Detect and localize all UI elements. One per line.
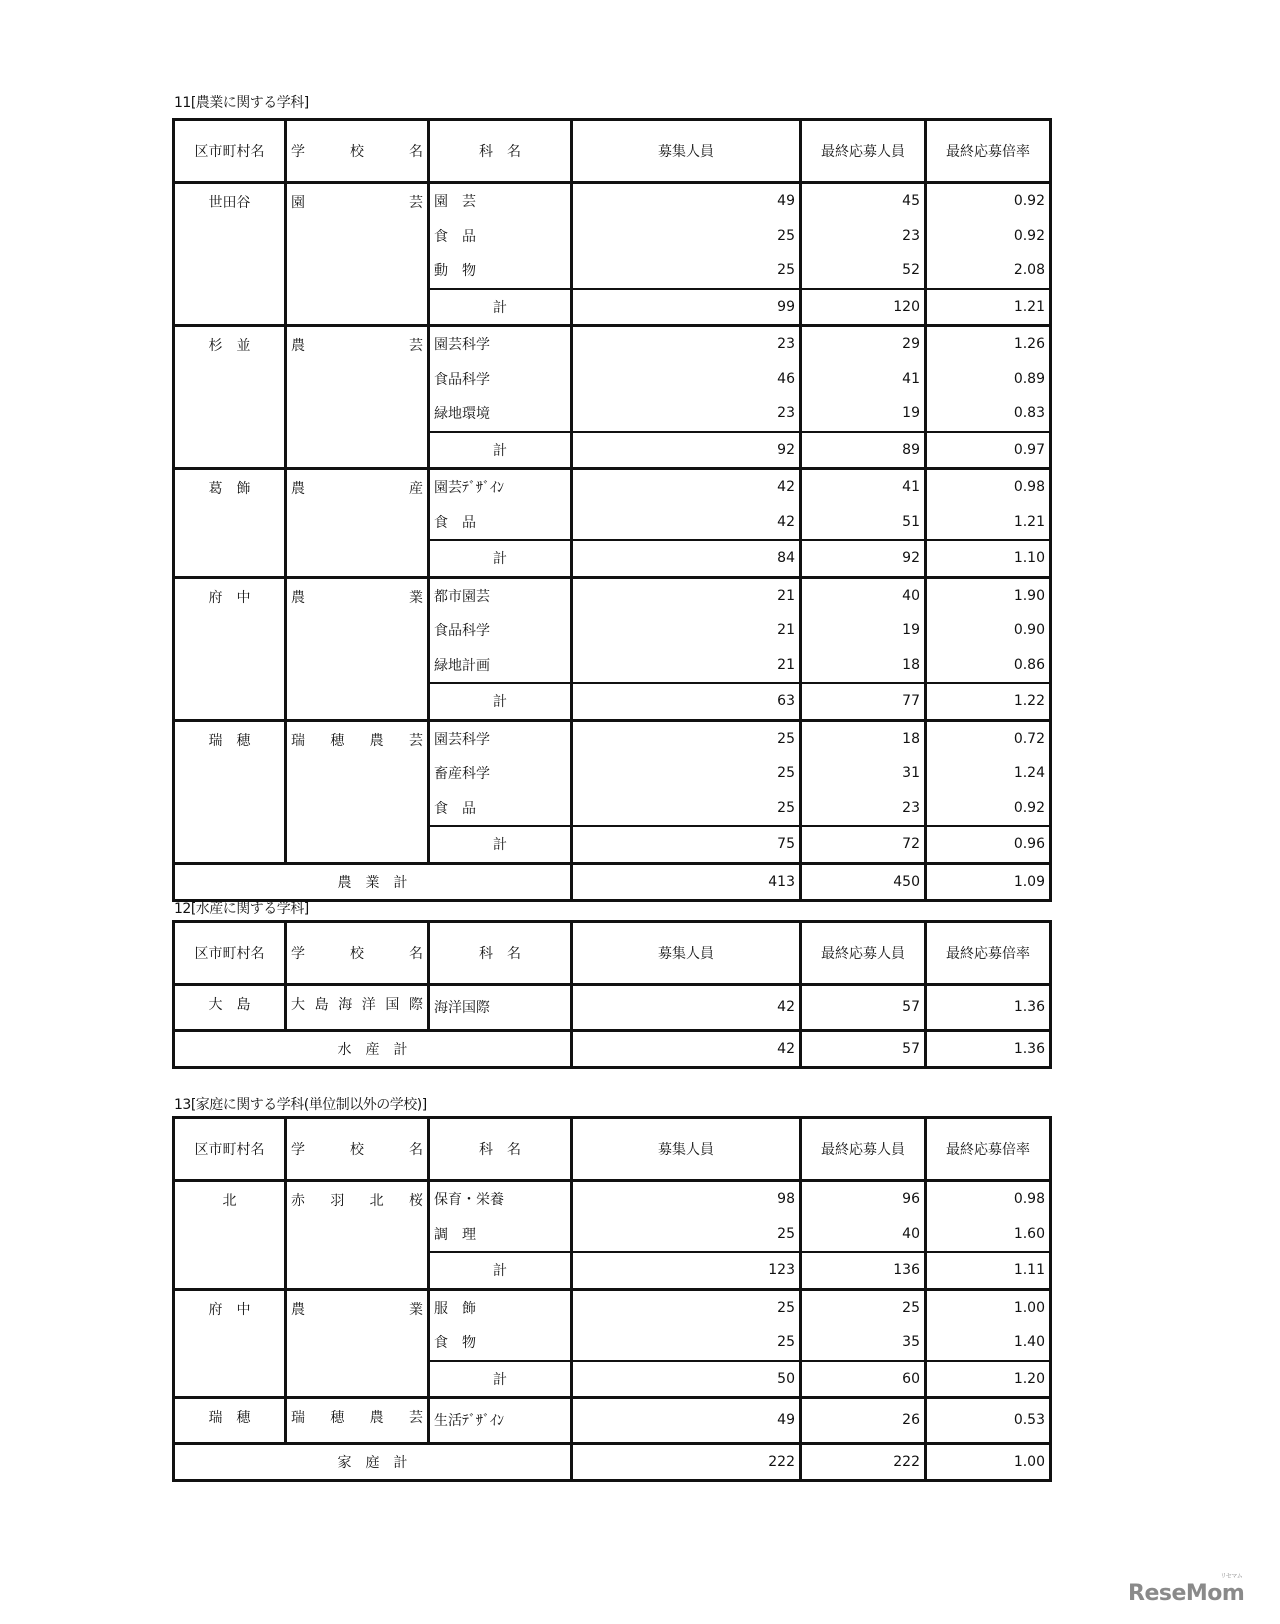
school-name-cell: [286, 120, 429, 183]
quota-cell: 49: [572, 183, 801, 219]
total-ratio: 1.00: [926, 1443, 1051, 1481]
subtotal-quota: 50: [572, 1361, 801, 1398]
enrollment-table: [172, 1116, 1052, 1482]
ratio-cell: 1.36: [926, 985, 1051, 1031]
ratio-cell: 0.90: [926, 613, 1051, 648]
school-name: [291, 1139, 423, 1159]
school-name: [291, 943, 423, 963]
applicants-cell: 57: [801, 985, 926, 1031]
ratio-cell: 2.08: [926, 253, 1051, 289]
school-name-cell: [286, 326, 429, 469]
school-name-cell: [286, 922, 429, 985]
school-name: [291, 478, 423, 498]
school-name: [291, 730, 423, 750]
department-cell: 食 物: [429, 1325, 572, 1361]
school-name-cell: [286, 1398, 429, 1444]
subtotal-applicants: 136: [801, 1252, 926, 1289]
subtotal-label: 計: [429, 289, 572, 326]
quota-cell: 98: [572, 1181, 801, 1217]
school-name-char: 北: [369, 1193, 384, 1209]
applicants-cell: 18: [801, 648, 926, 684]
quota-cell: 21: [572, 577, 801, 613]
school-name-char: 名: [409, 144, 423, 160]
applicants-cell: 40: [801, 1217, 926, 1253]
applicants-cell: 41: [801, 469, 926, 505]
section-title: 13[家庭に関する学科(単位制以外の学校)]: [174, 1097, 427, 1113]
applicants-cell: 23: [801, 219, 926, 254]
school-name-char: 農: [369, 1410, 384, 1426]
department-cell: 都市園芸: [429, 577, 572, 613]
total-applicants: 57: [801, 1030, 926, 1068]
school-name-char: 芸: [408, 732, 423, 749]
quota-cell: 49: [572, 1398, 801, 1444]
ratio-cell: 0.98: [926, 469, 1051, 505]
school-name-char: 羽: [330, 1193, 345, 1209]
header-applicants: 最終応募人員: [801, 922, 926, 985]
school-name: [291, 587, 423, 607]
municipality-cell: 大 島: [174, 985, 286, 1031]
applicants-cell: 31: [801, 756, 926, 791]
quota-cell: 23: [572, 396, 801, 432]
school-name-char: 洋: [361, 997, 376, 1013]
ratio-cell: 0.92: [926, 183, 1051, 219]
quota-cell: 25: [572, 720, 801, 756]
header-applicants: 最終応募人員: [801, 120, 926, 183]
school-name-char: 農: [291, 589, 305, 606]
subtotal-ratio: 0.96: [926, 826, 1051, 863]
ratio-cell: 1.24: [926, 756, 1051, 791]
school-name-char: 国: [385, 997, 400, 1013]
school-name-cell: [286, 183, 429, 326]
quota-cell: 42: [572, 505, 801, 541]
header-department: 科 名: [429, 922, 572, 985]
enrollment-table: [172, 920, 1052, 1069]
header-row: [174, 922, 1051, 985]
department-cell: 保育・栄養: [429, 1181, 572, 1217]
header-quota: 募集人員: [572, 1118, 801, 1181]
ratio-cell: 0.86: [926, 648, 1051, 684]
ratio-cell: 1.40: [926, 1325, 1051, 1361]
header-quota: 募集人員: [572, 120, 801, 183]
header-municipality: 区市町村名: [174, 1118, 286, 1181]
department-cell: 園 芸: [429, 183, 572, 219]
department-cell: 畜産科学: [429, 756, 572, 791]
header-applicants: 最終応募人員: [801, 1118, 926, 1181]
school-name-char: 名: [409, 1142, 423, 1158]
department-cell: 調 理: [429, 1217, 572, 1253]
ratio-cell: 1.26: [926, 326, 1051, 362]
school-name-char: 農: [291, 338, 305, 354]
subtotal-label: 計: [429, 1252, 572, 1289]
school-name-char: 農: [291, 1301, 305, 1318]
applicants-cell: 29: [801, 326, 926, 362]
applicants-cell: 51: [801, 505, 926, 541]
quota-cell: 25: [572, 1325, 801, 1361]
school-name-char: 園: [291, 195, 305, 211]
ratio-cell: 1.00: [926, 1289, 1051, 1325]
school-name-char: 際: [408, 997, 423, 1013]
school-name-char: 業: [409, 589, 423, 606]
subtotal-label: 計: [429, 540, 572, 577]
school-name-char: 瑞: [291, 732, 305, 749]
ratio-cell: 0.98: [926, 1181, 1051, 1217]
table-row: [174, 1181, 1051, 1217]
department-cell: 食 品: [429, 219, 572, 254]
total-label: 水 産 計: [174, 1030, 572, 1068]
header-ratio: 最終応募倍率: [926, 922, 1051, 985]
ratio-cell: 1.60: [926, 1217, 1051, 1253]
ratio-cell: 0.89: [926, 362, 1051, 397]
total-label: 家 庭 計: [174, 1443, 572, 1481]
table-row: [174, 985, 1051, 1031]
quota-cell: 21: [572, 613, 801, 648]
department-cell: 食品科学: [429, 613, 572, 648]
total-applicants: 222: [801, 1443, 926, 1481]
total-applicants: 450: [801, 863, 926, 901]
department-cell: 服 飾: [429, 1289, 572, 1325]
applicants-cell: 45: [801, 183, 926, 219]
total-quota: 413: [572, 863, 801, 901]
header-municipality: 区市町村名: [174, 922, 286, 985]
total-row: [174, 1443, 1051, 1481]
subtotal-quota: 92: [572, 432, 801, 469]
school-name-char: 校: [350, 144, 364, 160]
school-name-char: 業: [409, 1301, 423, 1318]
section-title: 11[農業に関する学科]: [174, 95, 309, 111]
quota-cell: 21: [572, 648, 801, 684]
applicants-cell: 40: [801, 577, 926, 613]
school-name-char: 産: [409, 481, 423, 497]
subtotal-quota: 63: [572, 683, 801, 720]
header-department: 科 名: [429, 1118, 572, 1181]
total-row: [174, 1030, 1051, 1068]
school-name-char: 農: [369, 732, 384, 749]
total-label: 農 業 計: [174, 863, 572, 901]
school-name: [291, 1407, 423, 1427]
school-name-cell: [286, 469, 429, 578]
applicants-cell: 23: [801, 791, 926, 827]
school-name-char: 農: [291, 481, 305, 497]
applicants-cell: 19: [801, 396, 926, 432]
header-department: 科 名: [429, 120, 572, 183]
quota-cell: 46: [572, 362, 801, 397]
subtotal-applicants: 92: [801, 540, 926, 577]
quota-cell: 25: [572, 791, 801, 827]
subtotal-quota: 123: [572, 1252, 801, 1289]
subtotal-ratio: 1.22: [926, 683, 1051, 720]
subtotal-ratio: 1.20: [926, 1361, 1051, 1398]
resemom-logo: ReseMom リセマム: [1128, 1573, 1245, 1606]
applicants-cell: 25: [801, 1289, 926, 1325]
municipality-cell: 府 中: [174, 1289, 286, 1398]
department-cell: 園芸科学: [429, 720, 572, 756]
school-name-char: 芸: [408, 1410, 423, 1426]
subtotal-label: 計: [429, 683, 572, 720]
school-name-cell: [286, 720, 429, 863]
header-row: [174, 1118, 1051, 1181]
subtotal-applicants: 77: [801, 683, 926, 720]
school-name-char: 島: [314, 997, 329, 1013]
school-name-cell: [286, 985, 429, 1031]
subtotal-ratio: 1.21: [926, 289, 1051, 326]
school-name-char: 桜: [408, 1193, 423, 1209]
subtotal-ratio: 0.97: [926, 432, 1051, 469]
department-cell: 緑地計画: [429, 648, 572, 684]
applicants-cell: 26: [801, 1398, 926, 1444]
total-row: [174, 863, 1051, 901]
department-cell: 食 品: [429, 505, 572, 541]
applicants-cell: 41: [801, 362, 926, 397]
table-row: [174, 1289, 1051, 1325]
section-title: 12[水産に関する学科]: [174, 901, 309, 917]
school-name-char: 海: [338, 997, 353, 1013]
school-name-char: 学: [291, 1142, 305, 1158]
municipality-cell: 北: [174, 1181, 286, 1290]
ratio-cell: 0.92: [926, 791, 1051, 827]
subtotal-quota: 75: [572, 826, 801, 863]
department-cell: 食品科学: [429, 362, 572, 397]
municipality-cell: 瑞 穂: [174, 1398, 286, 1444]
subtotal-applicants: 120: [801, 289, 926, 326]
applicants-cell: 52: [801, 253, 926, 289]
applicants-cell: 18: [801, 720, 926, 756]
subtotal-applicants: 72: [801, 826, 926, 863]
ratio-cell: 0.72: [926, 720, 1051, 756]
quota-cell: 23: [572, 326, 801, 362]
municipality-cell: 府 中: [174, 577, 286, 720]
school-name-char: 校: [350, 946, 364, 962]
school-name-char: 穂: [330, 1410, 345, 1426]
municipality-cell: 葛 飾: [174, 469, 286, 578]
quota-cell: 25: [572, 253, 801, 289]
school-name-char: 穂: [330, 732, 345, 749]
table-row: [174, 577, 1051, 613]
subtotal-label: 計: [429, 826, 572, 863]
school-name-char: 大: [291, 997, 305, 1013]
school-name: [291, 994, 423, 1014]
school-name: [291, 1190, 423, 1210]
subtotal-ratio: 1.10: [926, 540, 1051, 577]
department-cell: 生活ﾃﾞｻﾞｲﾝ: [429, 1398, 572, 1444]
ratio-cell: 1.21: [926, 505, 1051, 541]
table-row: [174, 326, 1051, 362]
department-cell: 食 品: [429, 791, 572, 827]
header-row: [174, 120, 1051, 183]
department-cell: 緑地環境: [429, 396, 572, 432]
subtotal-label: 計: [429, 1361, 572, 1398]
total-quota: 222: [572, 1443, 801, 1481]
header-quota: 募集人員: [572, 922, 801, 985]
table-row: [174, 720, 1051, 756]
school-name-cell: [286, 577, 429, 720]
school-name: [291, 141, 423, 161]
quota-cell: 42: [572, 469, 801, 505]
school-name: [291, 1299, 423, 1319]
subtotal-applicants: 60: [801, 1361, 926, 1398]
enrollment-table: [172, 118, 1052, 902]
table-row: [174, 469, 1051, 505]
subtotal-quota: 99: [572, 289, 801, 326]
department-cell: 園芸科学: [429, 326, 572, 362]
applicants-cell: 35: [801, 1325, 926, 1361]
subtotal-applicants: 89: [801, 432, 926, 469]
department-cell: 園芸ﾃﾞｻﾞｲﾝ: [429, 469, 572, 505]
school-name-char: 学: [291, 144, 305, 160]
total-quota: 42: [572, 1030, 801, 1068]
school-name-cell: [286, 1181, 429, 1290]
municipality-cell: 杉 並: [174, 326, 286, 469]
applicants-cell: 19: [801, 613, 926, 648]
quota-cell: 25: [572, 219, 801, 254]
school-name-char: 学: [291, 946, 305, 962]
total-ratio: 1.09: [926, 863, 1051, 901]
applicants-cell: 96: [801, 1181, 926, 1217]
municipality-cell: 瑞 穂: [174, 720, 286, 863]
school-name-char: 芸: [409, 195, 423, 211]
school-name-char: 瑞: [291, 1410, 305, 1426]
header-ratio: 最終応募倍率: [926, 120, 1051, 183]
school-name-char: 赤: [291, 1193, 305, 1209]
school-name-char: 名: [409, 946, 423, 962]
school-name-char: 芸: [409, 338, 423, 354]
header-ratio: 最終応募倍率: [926, 1118, 1051, 1181]
department-cell: 動 物: [429, 253, 572, 289]
school-name-cell: [286, 1289, 429, 1398]
school-name: [291, 335, 423, 355]
total-ratio: 1.36: [926, 1030, 1051, 1068]
ratio-cell: 0.92: [926, 219, 1051, 254]
quota-cell: 25: [572, 1289, 801, 1325]
quota-cell: 42: [572, 985, 801, 1031]
subtotal-quota: 84: [572, 540, 801, 577]
table-row: [174, 1398, 1051, 1444]
school-name-cell: [286, 1118, 429, 1181]
subtotal-label: 計: [429, 432, 572, 469]
table-row: [174, 183, 1051, 219]
municipality-cell: 世田谷: [174, 183, 286, 326]
ratio-cell: 1.90: [926, 577, 1051, 613]
ratio-cell: 0.53: [926, 1398, 1051, 1444]
subtotal-ratio: 1.11: [926, 1252, 1051, 1289]
quota-cell: 25: [572, 756, 801, 791]
school-name: [291, 192, 423, 212]
ratio-cell: 0.83: [926, 396, 1051, 432]
quota-cell: 25: [572, 1217, 801, 1253]
school-name-char: 校: [350, 1142, 364, 1158]
header-municipality: 区市町村名: [174, 120, 286, 183]
department-cell: 海洋国際: [429, 985, 572, 1031]
